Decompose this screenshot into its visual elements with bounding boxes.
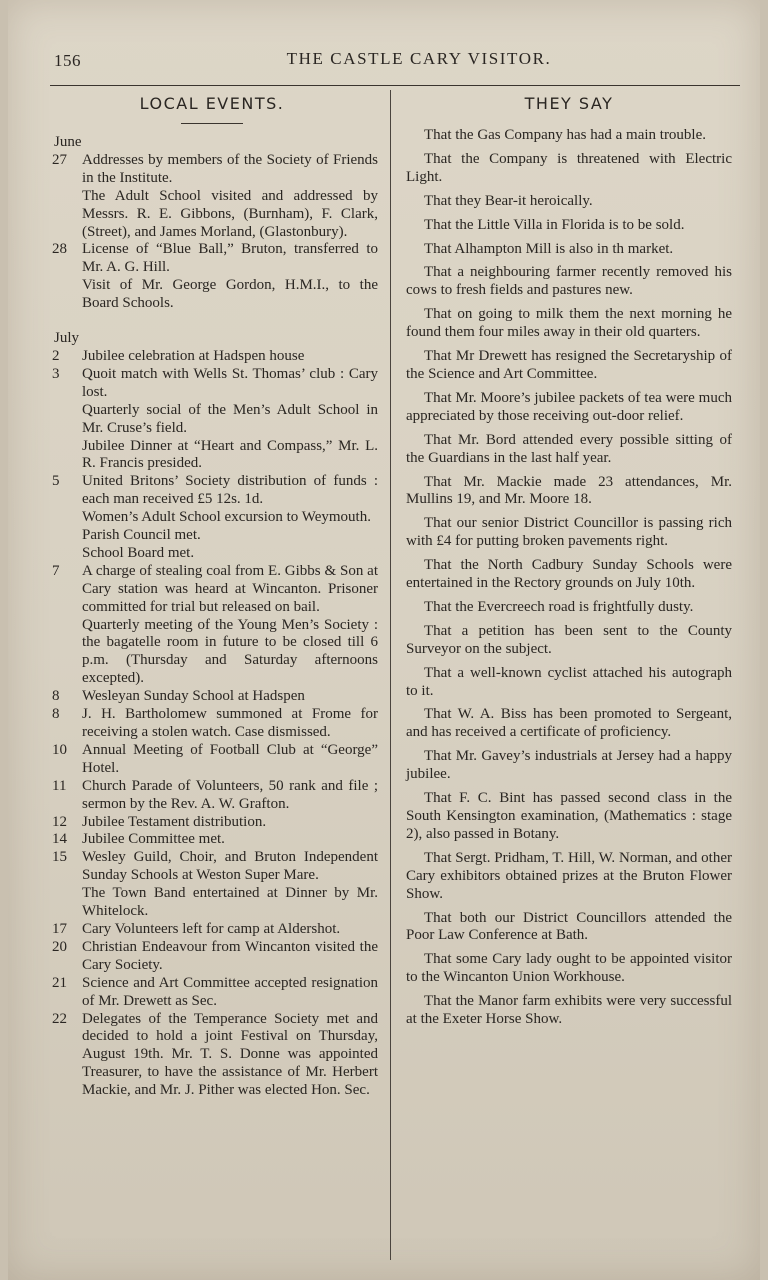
event-body	[82, 348, 378, 366]
event-body	[82, 366, 378, 473]
event-text: Jubilee Committee met.	[82, 831, 225, 848]
event-body	[82, 814, 378, 832]
event-text: United Britons’ Society distribution of funds : each man received £5 12s. 1d.	[82, 473, 378, 508]
event-day: 14	[52, 831, 67, 848]
they-say-item: That a neighbouring farmer recently removed his cows to fresh fields and pastures new.	[406, 264, 732, 299]
local-events-column	[46, 92, 378, 1100]
event-day: 27	[52, 151, 67, 168]
event-entry	[46, 563, 378, 688]
they-say-heading: THEY SAY	[524, 94, 614, 113]
event-entry	[46, 831, 378, 849]
event-body	[82, 241, 378, 313]
they-say-item: That a petition has been sent to the County Surveyor on the subject.	[406, 622, 732, 657]
event-entry	[46, 241, 378, 313]
event-text: Quarterly social of the Men’s Adult School in Mr. Cruse’s field.	[82, 401, 378, 436]
they-say-item: That Sergt. Pridham, T. Hill, W. Norman, and other Cary exhibitors obtained prizes at the Bruton Flower Show.	[406, 849, 732, 902]
event-body	[82, 688, 378, 706]
page-number: 156	[54, 51, 81, 70]
event-text: Cary Volunteers left for camp at Aldershot.	[82, 920, 341, 937]
event-entry	[46, 348, 378, 366]
month-label: June	[54, 134, 82, 150]
they-say-item: That both our District Councillors attended the Poor Law Conference at Bath.	[406, 909, 732, 944]
event-day: 22	[52, 1010, 67, 1027]
event-text: Science and Art Committee accepted resignation of Mr. Drewett as Sec.	[82, 974, 378, 1009]
event-entry	[46, 849, 378, 921]
event-text: Wesleyan Sunday School at Hadspen	[82, 688, 305, 705]
event-entry	[46, 688, 378, 706]
they-say-item: That the Little Villa in Florida is to be sold.	[424, 216, 685, 233]
event-body	[82, 152, 378, 242]
they-say-item: That the Evercreech road is frightfully dusty.	[424, 598, 694, 615]
event-day: 20	[52, 938, 67, 955]
event-text: School Board met.	[82, 544, 195, 561]
event-body	[82, 742, 378, 778]
event-day: 7	[52, 562, 60, 579]
event-text: Women’s Adult School excursion to Weymouth.	[82, 509, 371, 526]
event-text: A charge of stealing coal from E. Gibbs & Son at Cary station was heard at Wincanton. Prisoner committed for trial but released on bail.	[82, 562, 378, 615]
event-text: Quoit match with Wells St. Thomas’ club : Cary lost.	[82, 365, 378, 400]
event-entry	[46, 778, 378, 814]
event-day: 3	[52, 365, 60, 382]
page-header	[54, 48, 744, 74]
local-events-heading: LOCAL EVENTS.	[139, 94, 285, 113]
month-spacer	[46, 313, 378, 326]
event-entry	[46, 742, 378, 778]
column-divider	[390, 90, 391, 1260]
event-body	[82, 975, 378, 1011]
event-body	[82, 939, 378, 975]
event-text: License of “Blue Ball,” Bruton, transferred to Mr. A. G. Hill.	[82, 241, 378, 276]
they-say-item: That the Company is threatened with Electric Light.	[406, 150, 732, 185]
event-day: 8	[52, 688, 60, 705]
event-text: Delegates of the Temperance Society met and decided to hold a joint Festival on Thursday, August 19th. Mr. T. S. Donne was appointed Treasurer, to have the assistance of Mr. Herbert Mackie, and Mr. J. Pither was elected Hon. Sec.	[82, 1010, 378, 1099]
event-day: 2	[52, 347, 60, 364]
event-text: Jubilee celebration at Hadspen house	[82, 347, 305, 364]
event-text: The Adult School visited and addressed by Messrs. R. E. Gibbons, (Burnham), F. Clark, (Street), and James Morland, (Glastonbury).	[82, 187, 378, 240]
event-day: 28	[52, 241, 67, 258]
event-text: Jubilee Dinner at “Heart and Compass,” Mr. L. R. Francis presided.	[82, 437, 378, 472]
event-text: Church Parade of Volunteers, 50 rank and file ; sermon by the Rev. A. W. Grafton.	[82, 777, 378, 812]
event-day: 15	[52, 849, 67, 866]
event-body	[82, 1011, 378, 1101]
they-say-column	[406, 92, 732, 1035]
event-text: The Town Band entertained at Dinner by Mr. Whitelock.	[82, 885, 378, 920]
they-say-item: That Alhampton Mill is also in th market.	[424, 240, 674, 257]
they-say-item: That some Cary lady ought to be appointed visitor to the Wincanton Union Workhouse.	[406, 951, 732, 986]
event-body	[82, 921, 378, 939]
event-text: J. H. Bartholomew summoned at Frome for receiving a stolen watch. Case dismissed.	[82, 706, 378, 740]
running-title: THE CASTLE CARY VISITOR.	[286, 49, 552, 68]
event-text: Wesley Guild, Choir, and Bruton Independent Sunday Schools at Weston Super Mare.	[82, 849, 378, 884]
they-say-item: That a well-known cyclist attached his autograph to it.	[406, 664, 732, 699]
event-day: 10	[52, 741, 67, 758]
they-say-item: That the North Cadbury Sunday Schools were entertained in the Rectory grounds on July 10th.	[406, 557, 732, 592]
event-entry	[46, 921, 378, 939]
they-say-item: That on going to milk them the next morning he found them four miles away in their old quarters.	[406, 306, 732, 341]
event-entry	[46, 473, 378, 563]
event-day: 5	[52, 473, 60, 490]
event-text: Visit of Mr. George Gordon, H.M.I., to the Board Schools.	[82, 277, 378, 312]
they-say-item: That the Gas Company has had a main trouble.	[424, 127, 707, 143]
they-say-item: That Mr. Gavey’s industrials at Jersey had a happy jubilee.	[406, 748, 732, 783]
event-day: 8	[52, 706, 60, 723]
event-day: 17	[52, 920, 67, 937]
event-entry	[46, 706, 378, 742]
they-say-item: That Mr. Moore’s jubilee packets of tea were much appreciated by those receiving out-door relief.	[406, 389, 732, 424]
event-body	[82, 849, 378, 921]
they-say-item: That they Bear-it heroically.	[424, 192, 593, 209]
event-body	[82, 778, 378, 814]
event-text: Addresses by members of the Society of Friends in the Institute.	[82, 151, 378, 186]
event-entry	[46, 814, 378, 832]
heading-rule	[181, 123, 243, 124]
they-say-item: That Mr. Bord attended every possible sitting of the Guardians in the last half year.	[406, 431, 732, 466]
event-text: Christian Endeavour from Wincanton visited the Cary Society.	[82, 938, 378, 973]
they-say-list	[406, 127, 732, 1029]
they-say-item: That F. C. Bint has passed second class in the South Kensington examination, (Mathematics : stage 2), also passed in Botany.	[406, 790, 732, 842]
event-body	[82, 563, 378, 688]
they-say-item: That the Manor farm exhibits were very successful at the Exeter Horse Show.	[406, 993, 732, 1028]
event-text: Annual Meeting of Football Club at “George” Hotel.	[82, 741, 378, 776]
event-entry	[46, 366, 378, 473]
event-day: 12	[52, 813, 67, 830]
they-say-item: That our senior District Councillor is passing rich with £4 for putting broken pavements right.	[406, 515, 732, 550]
event-entry	[46, 152, 378, 242]
event-body	[82, 706, 378, 742]
event-entry	[46, 1011, 378, 1101]
event-body	[82, 831, 378, 849]
event-day: 11	[52, 777, 67, 794]
they-say-item: That Mr Drewett has resigned the Secretaryship of the Science and Art Committee.	[406, 348, 732, 382]
event-body	[82, 473, 378, 563]
event-entry	[46, 939, 378, 975]
month-label: July	[54, 330, 80, 347]
event-text: Jubilee Testament distribution.	[82, 813, 267, 830]
events-list	[46, 134, 378, 1100]
event-entry	[46, 975, 378, 1011]
event-text: Quarterly meeting of the Young Men’s Society : the bagatelle room in future to be closed till 6 p.m. (Thursday and Saturday afternoons excepted).	[82, 616, 378, 687]
they-say-item: That Mr. Mackie made 23 attendances, Mr. Mullins 19, and Mr. Moore 18.	[406, 473, 732, 508]
they-say-item: That W. A. Biss has been promoted to Sergeant, and has received a certificate of proficiency.	[406, 706, 732, 741]
header-rule	[50, 85, 740, 86]
event-day: 21	[52, 974, 67, 991]
event-text: Parish Council met.	[82, 527, 201, 544]
